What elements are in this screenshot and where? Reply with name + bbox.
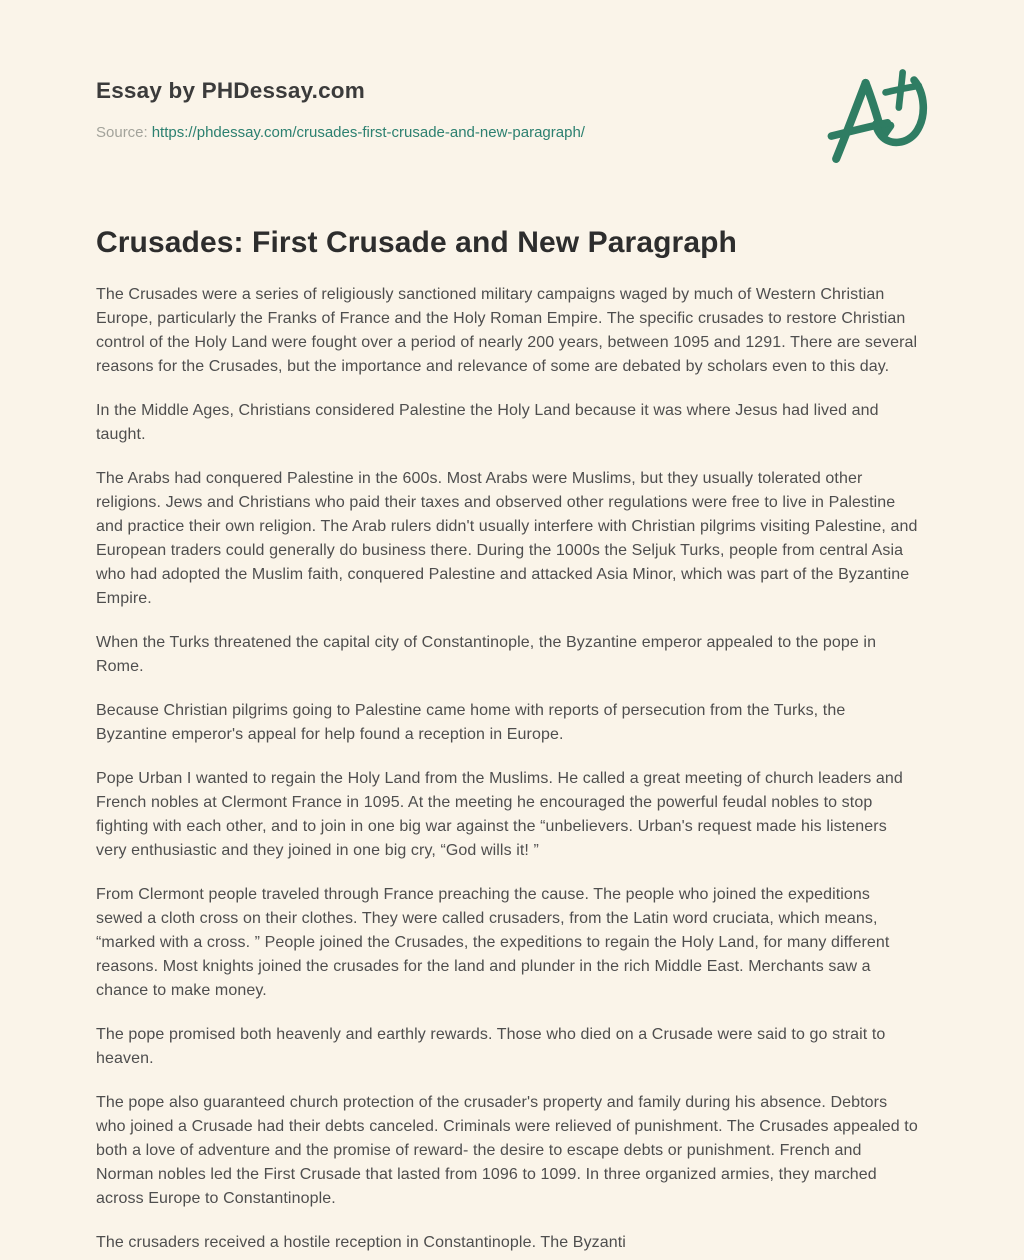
- article-title: Crusades: First Crusade and New Paragraph: [96, 226, 737, 259]
- article-body: [96, 283, 918, 1255]
- paragraph: The pope promised both heavenly and earthly rewards. Those who died on a Crusade were said to go strait to heaven.: [96, 1026, 886, 1067]
- paragraph: Pope Urban I wanted to regain the Holy Land from the Muslims. He called a great meeting of church leaders and French nobles at Clermont France in 1095. At the meeting he encouraged the powerful feudal nobles to stop fighting with each other, and to join in one big war against the “unbelievers. Urban's request made his listeners very enthusiastic and they joined in one big cry, “God wills it! ”: [96, 770, 903, 859]
- source-line: [96, 123, 928, 143]
- paragraph: The pope also guaranteed church protection of the crusader's property and family during his absence. Debtors who joined a Crusade had their debts canceled. Criminals were relieved of punishment. The Crusades appealed to both a love of adventure and the promise of reward- the desire to escape debts or punishment. French and Norman nobles led the First Crusade that lasted from 1096 to 1099. In three organized armies, they marched across Europe to Constantinople.: [96, 1094, 918, 1207]
- a-plus-logo-icon: [820, 66, 934, 172]
- source-url-link[interactable]: https://phdessay.com/crusades-first-crusade-and-new-paragraph/: [151, 124, 585, 141]
- paragraph: In the Middle Ages, Christians considered Palestine the Holy Land because it was where Jesus had lived and taught.: [96, 402, 879, 443]
- paragraph: When the Turks threatened the capital city of Constantinople, the Byzantine emperor appealed to the pope in Rome.: [96, 634, 877, 675]
- paragraph-truncated: The crusaders received a hostile reception in Constantinople. The Byzanti: [96, 1234, 626, 1251]
- paragraph: The Crusades were a series of religiously sanctioned military campaigns waged by much of Western Christian Europe, particularly the Franks of France and the Holy Roman Empire. The specific crusades to restore Christian control of the Holy Land were fought over a period of nearly 200 years, between 1095 and 1291. There are several reasons for the Crusades, but the importance and relevance of some are debated by scholars even to this day.: [96, 286, 918, 375]
- paragraph: From Clermont people traveled through France preaching the cause. The people who joined the expeditions sewed a cloth cross on their clothes. They were called crusaders, from the Latin word cruciata, which means, “marked with a cross. ” People joined the Crusades, the expeditions to regain the Holy Land, for many different reasons. Most knights joined the crusades for the land and plunder in the rich Middle East. Merchants saw a chance to make money.: [96, 886, 890, 999]
- paragraph: Because Christian pilgrims going to Palestine came home with reports of persecution from the Turks, the Byzantine emperor's appeal for help found a reception in Europe.: [96, 702, 846, 743]
- source-label: Source:: [96, 124, 148, 141]
- paragraph: The Arabs had conquered Palestine in the 600s. Most Arabs were Muslims, but they usually tolerated other religions. Jews and Christians who paid their taxes and observed other regulations were free to live in Palestine and practice their own religion. The Arab rulers didn't usually interfere with Christian pilgrims visiting Palestine, and European traders could generally do business there. During the 1000s the Seljuk Turks, people from central Asia who had adopted the Muslim faith, conquered Palestine and attacked Asia Minor, which was part of the Byzantine Empire.: [96, 470, 918, 607]
- brand-title: Essay by PHDessay.com: [96, 78, 365, 103]
